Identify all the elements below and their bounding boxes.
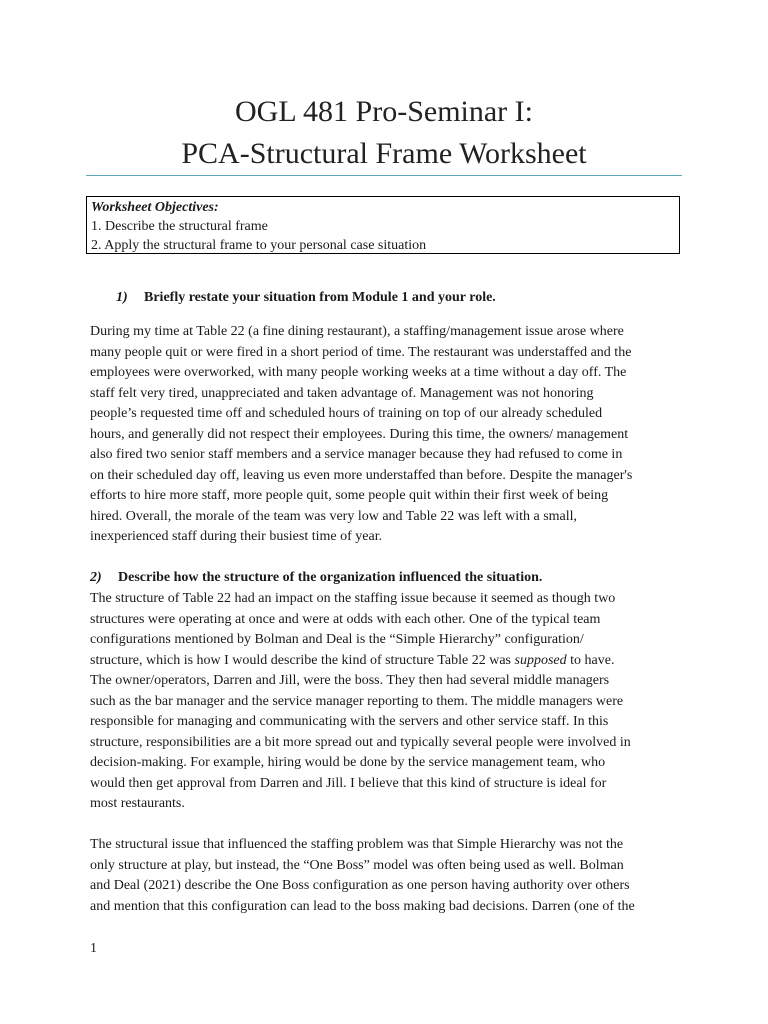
paragraph-line: on their scheduled day off, leaving us even more understaffed than before. Despite the manager's (90, 467, 633, 483)
paragraph-line: many people quit or were fired in a short period of time. The restaurant was understaffed and the (90, 344, 632, 360)
question-2-text: Describe how the structure of the organization influenced the situation. (118, 570, 543, 585)
paragraph-line: The owner/operators, Darren and Jill, were the boss. They then had several middle managers (90, 673, 610, 689)
paragraph-line: most restaurants. (90, 796, 185, 812)
paragraph-line: structures were operating at once and were at odds with each other. One of the typical team (90, 611, 601, 627)
paragraph-line: responsible for managing and communicating with the servers and other service staff. In this (90, 714, 609, 730)
question-2-number: 2) (90, 570, 102, 585)
document-title-line-1: OGL 481 Pro-Seminar I: (234, 95, 533, 128)
paragraph-line (90, 651, 686, 672)
objective-item: 2. Apply the structural frame to your personal case situation (91, 238, 427, 253)
paragraph-line: The structure of Table 22 had an impact on the staffing issue because it seemed as though two (90, 591, 616, 606)
paragraph-line: hired. Overall, the morale of the team was very low and Table 22 was left with a small, (90, 508, 578, 524)
objectives-heading: Worksheet Objectives: (91, 200, 219, 215)
title-divider (86, 175, 682, 176)
document-title-line-2: PCA-Structural Frame Worksheet (181, 137, 587, 170)
objective-item: 1. Describe the structural frame (91, 219, 268, 234)
paragraph-line: decision-making. For example, hiring would be done by the service management team, who (90, 755, 606, 771)
paragraph-line: During my time at Table 22 (a fine dining restaurant), a staffing/management issue arose where (90, 324, 624, 339)
paragraph-line: The structural issue that influenced the staffing problem was that Simple Hierarchy was not the (90, 837, 624, 852)
paragraph-line: and mention that this configuration can lead to the boss making bad decisions. Darren (one of the (90, 898, 635, 914)
paragraph-line: efforts to hire more staff, more people quit, some people quit within their first week of being (90, 488, 609, 504)
paragraph-line: employees were overworked, with many people working weeks at a time without a day off. The (90, 365, 627, 381)
question-1 (116, 288, 716, 308)
paragraph-line: only structure at play, but instead, the “One Boss” model was often being used as well. Bolman (90, 857, 624, 873)
question-1-text: Briefly restate your situation from Module 1 and your role. (144, 290, 496, 305)
paragraph-line: such as the bar manager and the service manager reporting to them. The middle managers were (90, 693, 624, 709)
question-1-number: 1) (116, 290, 128, 305)
paragraph-line: configurations mentioned by Bolman and Deal is the “Simple Hierarchy” configuration/ (90, 632, 584, 648)
answer-2-paragraph (90, 589, 686, 815)
paragraph-line: and Deal (2021) describe the One Boss configuration as one person having authority over others (90, 878, 630, 894)
page-number: 1 (90, 941, 97, 956)
paragraph-line: hours, and generally did not respect their employees. During this time, the owners/ management (90, 426, 629, 442)
paragraph-line: people’s requested time off and scheduled hours of training on top of our already scheduled (90, 406, 603, 422)
paragraph-line: would then get approval from Darren and Jill. I believe that this kind of structure is ideal for (90, 775, 607, 791)
paragraph-line: staff felt very tired, unappreciated and taken advantage of. Management was not honoring (90, 385, 594, 401)
worksheet-objectives-box (86, 196, 680, 254)
line-text: structure, which is how I would describe the kind of structure Table 22 was (90, 652, 515, 668)
emphasized-word: supposed (514, 652, 567, 668)
line-text: to have. (566, 652, 615, 668)
paragraph-line: inexperienced staff during their busiest time of year. (90, 529, 383, 545)
paragraph-line: also fired two senior staff members and a service manager because they had refused to come in (90, 447, 623, 463)
answer-2-paragraph-continued (90, 835, 686, 917)
paragraph-line: structure, responsibilities are a bit more spread out and typically several people were involved in (90, 734, 631, 750)
question-2 (90, 568, 690, 588)
answer-1-paragraph (90, 322, 686, 548)
